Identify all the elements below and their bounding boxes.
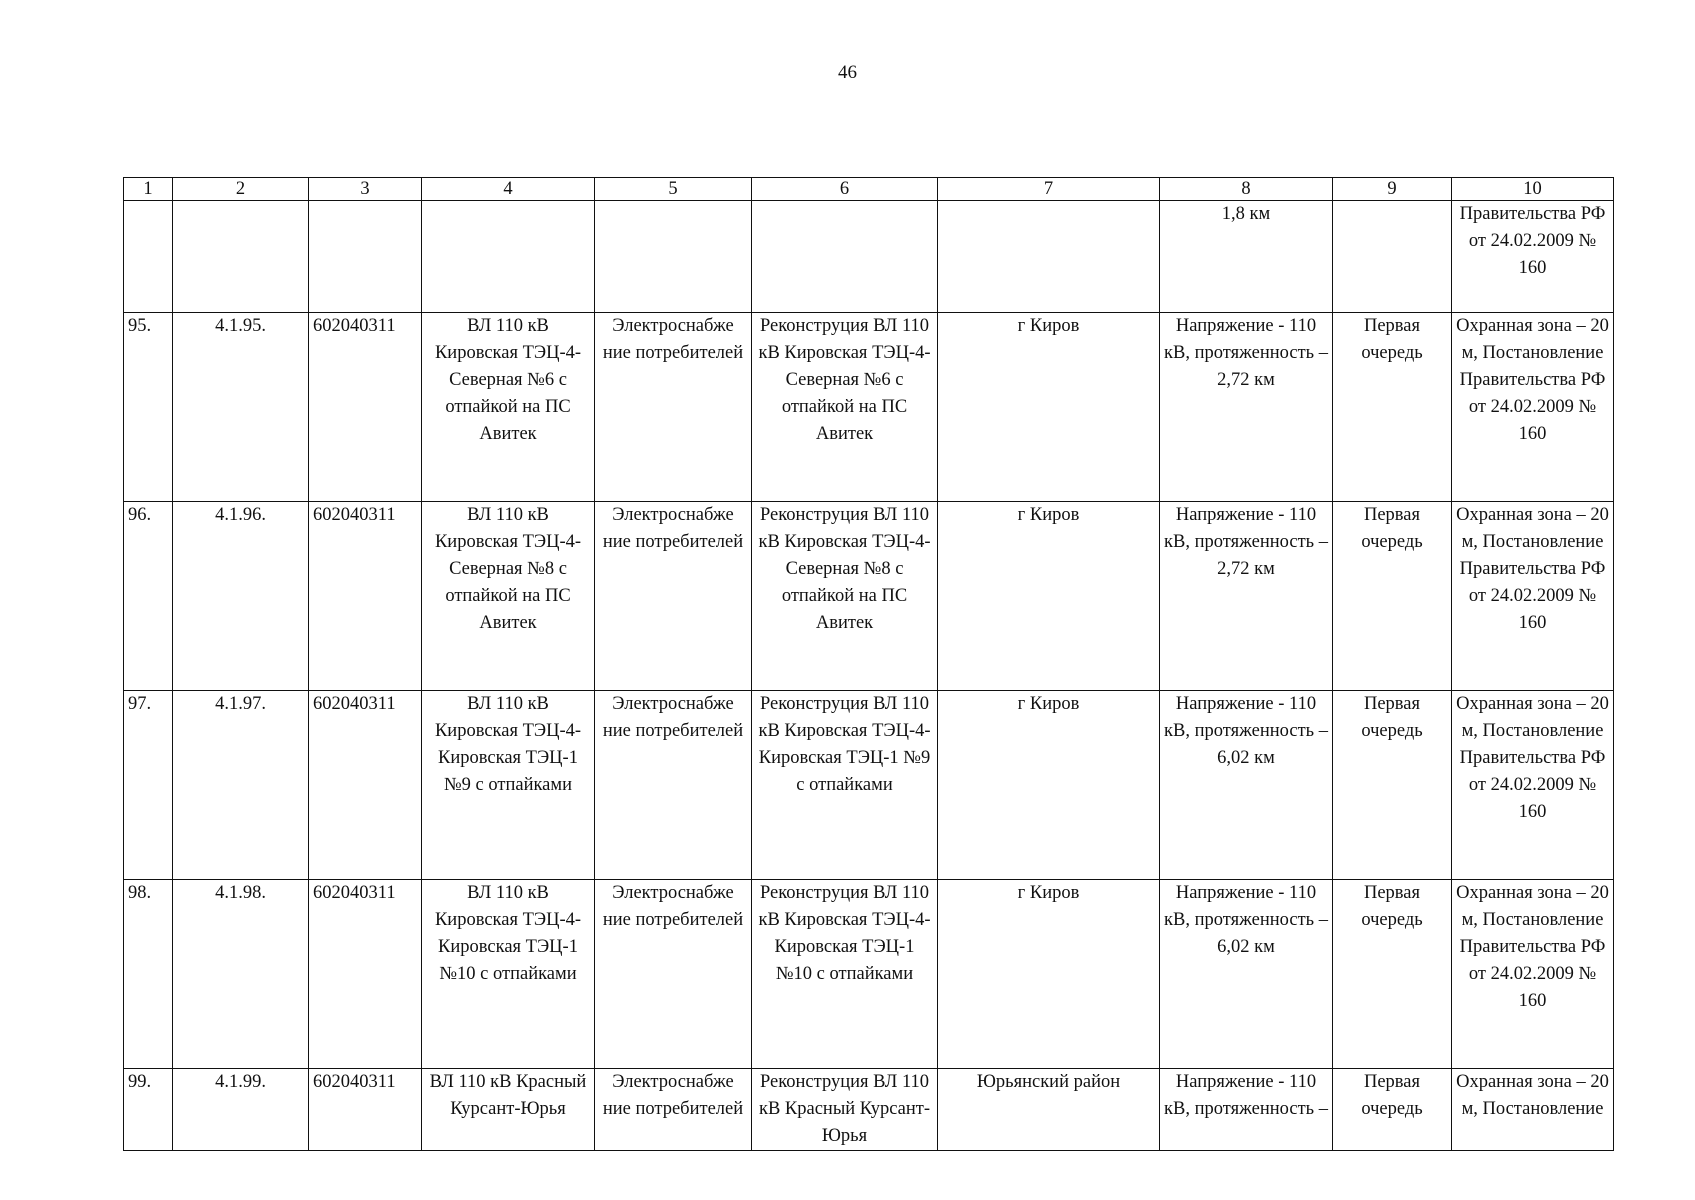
cell-characteristics: Напряжение - 110 кВ, протяженность – 2,72 км [1160, 313, 1333, 502]
cell-description: Реконструция ВЛ 110 кВ Кировская ТЭЦ-4-Северная №8 с отпайкой на ПС Авитек [752, 502, 938, 691]
cell-zone: Охранная зона – 20 м, Постановление Правительства РФ от 24.02.2009 № 160 [1452, 691, 1614, 880]
column-header: 6 [752, 178, 938, 201]
cell-description: Реконструция ВЛ 110 кВ Кировская ТЭЦ-4-Кировская ТЭЦ-1 №9 с отпайками [752, 691, 938, 880]
cell-zone: Охранная зона – 20 м, Постановление Правительства РФ от 24.02.2009 № 160 [1452, 502, 1614, 691]
cell-item-code: 4.1.95. [173, 313, 309, 502]
cell-object-code: 602040311 [309, 502, 422, 691]
cell-zone: Охранная зона – 20 м, Постановление Правительства РФ от 24.02.2009 № 160 [1452, 313, 1614, 502]
cell-stage: Первая очередь [1333, 313, 1452, 502]
cell-item-code: 4.1.99. [173, 1069, 309, 1151]
cell-stage: Первая очередь [1333, 880, 1452, 1069]
cell-item-code [173, 201, 309, 313]
table-row [124, 502, 1614, 691]
cell-stage: Первая очередь [1333, 691, 1452, 880]
cell-object-code [309, 201, 422, 313]
cell-purpose: Электроснабже ние потребителей [595, 880, 752, 1069]
cell-row-number: 99. [124, 1069, 173, 1151]
cell-characteristics: Напряжение - 110 кВ, протяженность – 2,72 км [1160, 502, 1333, 691]
column-header: 3 [309, 178, 422, 201]
column-header: 2 [173, 178, 309, 201]
cell-purpose: Электроснабже ние потребителей [595, 691, 752, 880]
column-header: 4 [422, 178, 595, 201]
cell-item-code: 4.1.98. [173, 880, 309, 1069]
cell-location: г Киров [938, 502, 1160, 691]
cell-description: Реконструция ВЛ 110 кВ Красный Курсант-Юрья [752, 1069, 938, 1151]
cell-object-name: ВЛ 110 кВ Кировская ТЭЦ-4-Северная №6 с отпайкой на ПС Авитек [422, 313, 595, 502]
cell-zone: Правительства РФ от 24.02.2009 № 160 [1452, 201, 1614, 313]
cell-object-name: ВЛ 110 кВ Кировская ТЭЦ-4-Кировская ТЭЦ-1 №10 с отпайками [422, 880, 595, 1069]
cell-purpose: Электроснабже ние потребителей [595, 1069, 752, 1151]
page-number: 46 [838, 62, 857, 83]
cell-location: г Киров [938, 691, 1160, 880]
cell-object-code: 602040311 [309, 1069, 422, 1151]
cell-object-name: ВЛ 110 кВ Красный Курсант-Юрья [422, 1069, 595, 1151]
cell-item-code: 4.1.97. [173, 691, 309, 880]
cell-location: г Киров [938, 313, 1160, 502]
cell-zone: Охранная зона – 20 м, Постановление Правительства РФ от 24.02.2009 № 160 [1452, 880, 1614, 1069]
registry-table [123, 177, 1614, 1151]
cell-purpose [595, 201, 752, 313]
cell-characteristics: Напряжение - 110 кВ, протяженность – 6,02 км [1160, 691, 1333, 880]
cell-row-number: 95. [124, 313, 173, 502]
column-header: 9 [1333, 178, 1452, 201]
table-row [124, 880, 1614, 1069]
cell-characteristics: Напряжение - 110 кВ, протяженность – [1160, 1069, 1333, 1151]
column-header: 10 [1452, 178, 1614, 201]
cell-object-code: 602040311 [309, 691, 422, 880]
cell-description: Реконструция ВЛ 110 кВ Кировская ТЭЦ-4-Кировская ТЭЦ-1 №10 с отпайками [752, 880, 938, 1069]
continuation-row [124, 201, 1614, 313]
cell-purpose: Электроснабже ние потребителей [595, 313, 752, 502]
column-header: 7 [938, 178, 1160, 201]
cell-object-name [422, 201, 595, 313]
cell-row-number: 97. [124, 691, 173, 880]
table-row [124, 1069, 1614, 1151]
cell-object-code: 602040311 [309, 313, 422, 502]
cell-stage: Первая очередь [1333, 502, 1452, 691]
column-number-row [124, 178, 1614, 201]
cell-object-name: ВЛ 110 кВ Кировская ТЭЦ-4-Северная №8 с отпайкой на ПС Авитек [422, 502, 595, 691]
cell-row-number [124, 201, 173, 313]
cell-row-number: 98. [124, 880, 173, 1069]
cell-location [938, 201, 1160, 313]
cell-description [752, 201, 938, 313]
cell-object-code: 602040311 [309, 880, 422, 1069]
cell-description: Реконструция ВЛ 110 кВ Кировская ТЭЦ-4-Северная №6 с отпайкой на ПС Авитек [752, 313, 938, 502]
cell-item-code: 4.1.96. [173, 502, 309, 691]
cell-row-number: 96. [124, 502, 173, 691]
cell-stage: Первая очередь [1333, 1069, 1452, 1151]
column-header: 5 [595, 178, 752, 201]
cell-object-name: ВЛ 110 кВ Кировская ТЭЦ-4-Кировская ТЭЦ-1 №9 с отпайками [422, 691, 595, 880]
cell-characteristics: Напряжение - 110 кВ, протяженность – 6,02 км [1160, 880, 1333, 1069]
cell-characteristics: 1,8 км [1160, 201, 1333, 313]
column-header: 8 [1160, 178, 1333, 201]
cell-location: г Киров [938, 880, 1160, 1069]
cell-stage [1333, 201, 1452, 313]
cell-location: Юрьянский район [938, 1069, 1160, 1151]
table-row [124, 691, 1614, 880]
cell-zone: Охранная зона – 20 м, Постановление [1452, 1069, 1614, 1151]
column-header: 1 [124, 178, 173, 201]
table-row [124, 313, 1614, 502]
cell-purpose: Электроснабже ние потребителей [595, 502, 752, 691]
